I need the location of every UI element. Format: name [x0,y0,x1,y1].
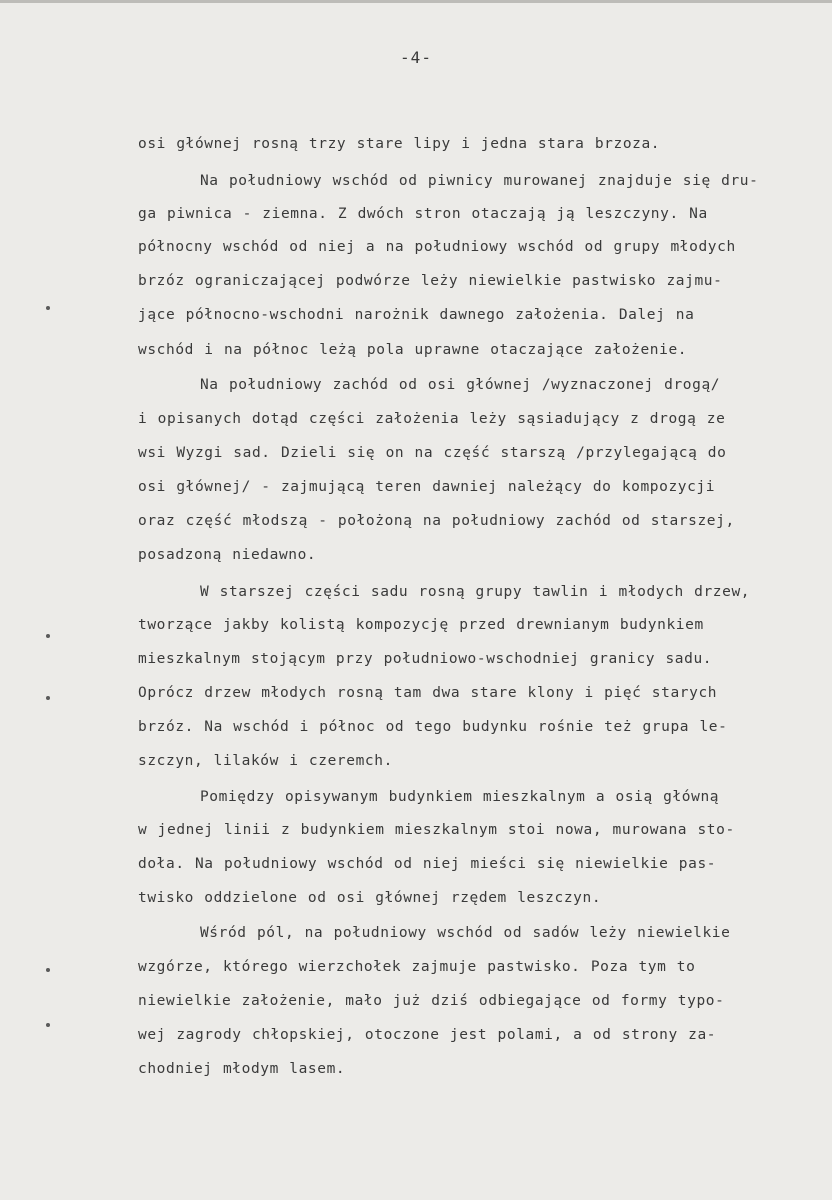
margin-mark [46,1023,50,1027]
text-line: jące północno-wschodni narożnik dawnego założenia. Dalej na [138,307,695,323]
page-number: -4- [400,48,432,67]
margin-mark [46,968,50,972]
text-line: chodniej młodym lasem. [138,1061,346,1077]
text-line: brzóz ograniczającej podwórze leży niewielkie pastwisko zajmu- [138,273,723,289]
text-line: mieszkalnym stojącym przy południowo-wschodniej granicy sadu. [138,651,713,667]
margin-mark [46,696,50,700]
text-line: i opisanych dotąd części założenia leży sąsiadujący z drogą ze [138,411,726,427]
text-line: wzgórze, którego wierzchołek zajmuje pastwisko. Poza tym to [138,959,696,975]
text-line: północny wschód od niej a na południowy wschód od grupy młodych [138,239,736,255]
text-line: Na południowy zachód od osi głównej /wyznaczonej drogą/ [138,377,721,393]
text-line: ga piwnica - ziemna. Z dwóch stron otaczają ją leszczyny. Na [138,206,708,222]
margin-mark [46,634,50,638]
text-line: Oprócz drzew młodych rosną tam dwa stare klony i pięć starych [138,685,718,701]
text-line: doła. Na południowy wschód od niej mieści się niewielkie pas- [138,856,717,872]
text-line: posadzoną niedawno. [138,547,317,563]
text-line: szczyn, lilaków i czeremch. [138,753,393,769]
text-line: Wśród pól, na południowy wschód od sadów leży niewielkie [138,925,731,941]
text-line: osi głównej rosną trzy stare lipy i jedna stara brzoza. [138,136,661,152]
text-line: Na południowy wschód od piwnicy murowanej znajduje się dru- [138,173,759,189]
text-line: Pomiędzy opisywanym budynkiem mieszkalnym a osią główną [138,789,720,805]
text-line: w jednej linii z budynkiem mieszkalnym stoi nowa, murowana sto- [138,822,735,838]
text-line: niewielkie założenie, mało już dziś odbiegające od formy typo- [138,993,725,1009]
page-top-edge [0,0,832,3]
text-line: twisko oddzielone od osi głównej rzędem leszczyn. [138,890,602,906]
text-line: wej zagrody chłopskiej, otoczone jest polami, a od strony za- [138,1027,717,1043]
text-line: osi głównej/ - zajmującą teren dawniej należący do kompozycji [138,479,716,495]
text-line: tworzące jakby kolistą kompozycję przed drewnianym budynkiem [138,617,704,633]
margin-mark [46,306,50,310]
text-line: W starszej części sadu rosną grupy tawlin i młodych drzew, [138,584,751,600]
text-line: wsi Wyzgi sad. Dzieli się on na część starszą /przylegającą do [138,445,727,461]
text-line: wschód i na północ leżą pola uprawne otaczające założenie. [138,342,688,358]
text-line: brzóz. Na wschód i północ od tego budynku rośnie też grupa le- [138,719,728,735]
text-line: oraz część młodszą - położoną na południowy zachód od starszej, [138,513,735,529]
